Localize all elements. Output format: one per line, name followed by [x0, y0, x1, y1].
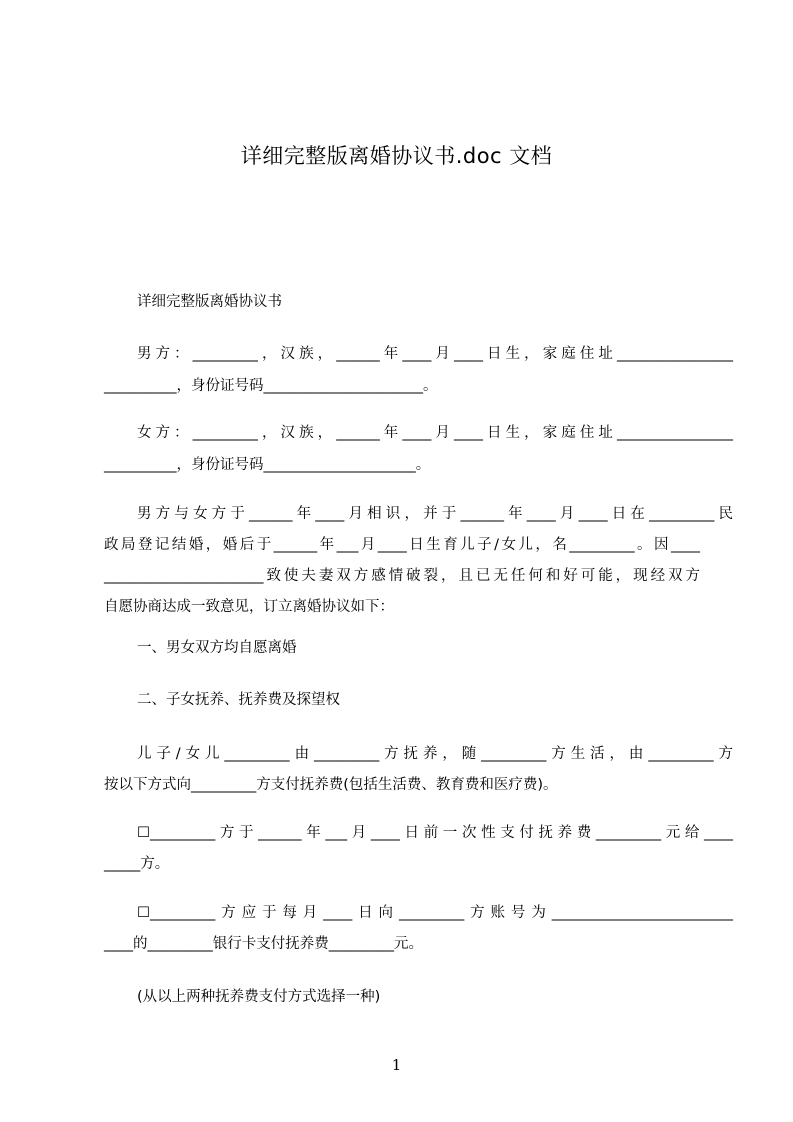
section-2-heading: 二、子女抚养、抚养费及探望权 [137, 692, 340, 708]
marriage-paragraph-line-3: ______________________致使夫妻双方感情破裂，且已无任何和好可能，现经双方 [104, 568, 700, 584]
man-info-line-2: __________，身份证号码______________________。 [104, 378, 438, 394]
custody-line-1: 儿子/女儿_________由_________方抚养，随_________方生活，由_________方 [137, 746, 733, 762]
marriage-paragraph-line-2: 政局登记结婚，婚后于______年___月____日生育儿子/女儿，名_________。因____ [104, 537, 700, 553]
payment-option-2-line-1: ☐_________方应于每月____日向_________方账号为_________________________ [137, 905, 733, 921]
payment-option-2-line-2: ____的_________银行卡支付抚养费_________元。 [104, 936, 423, 952]
payment-choice-note: (从以上两种抚养费支付方式选择一种) [137, 989, 381, 1005]
document-title: 详细完整版离婚协议书.doc 文档 [240, 144, 553, 168]
man-info-line-1: 男方：_________，汉族，______年____月____日生，家庭住址________________ [137, 346, 733, 362]
marriage-paragraph-line-1: 男方与女方于______年____月相识，并于______年____月____日在_________民 [137, 506, 733, 522]
payment-option-1-line-2: _____方。 [104, 856, 170, 872]
payment-option-1-line-1: ☐_________方于______年___月____日前一次性支付抚养费_________元给____ [137, 825, 733, 841]
woman-info-line-1: 女方：_________，汉族，______年____月____日生，家庭住址________________ [137, 425, 733, 441]
woman-info-line-2: __________，身份证号码_____________________。 [104, 457, 431, 473]
section-1-heading: 一、男女双方均自愿离婚 [137, 640, 297, 656]
marriage-paragraph-line-4: 自愿协商达成一致意见，订立离婚协议如下： [104, 599, 394, 615]
agreement-heading: 详细完整版离婚协议书 [137, 294, 282, 310]
custody-line-2: 按以下方式向_________方支付抚养费(包括生活费、教育费和医疗费)。 [104, 777, 558, 793]
page-number: 1 [391, 1056, 402, 1074]
